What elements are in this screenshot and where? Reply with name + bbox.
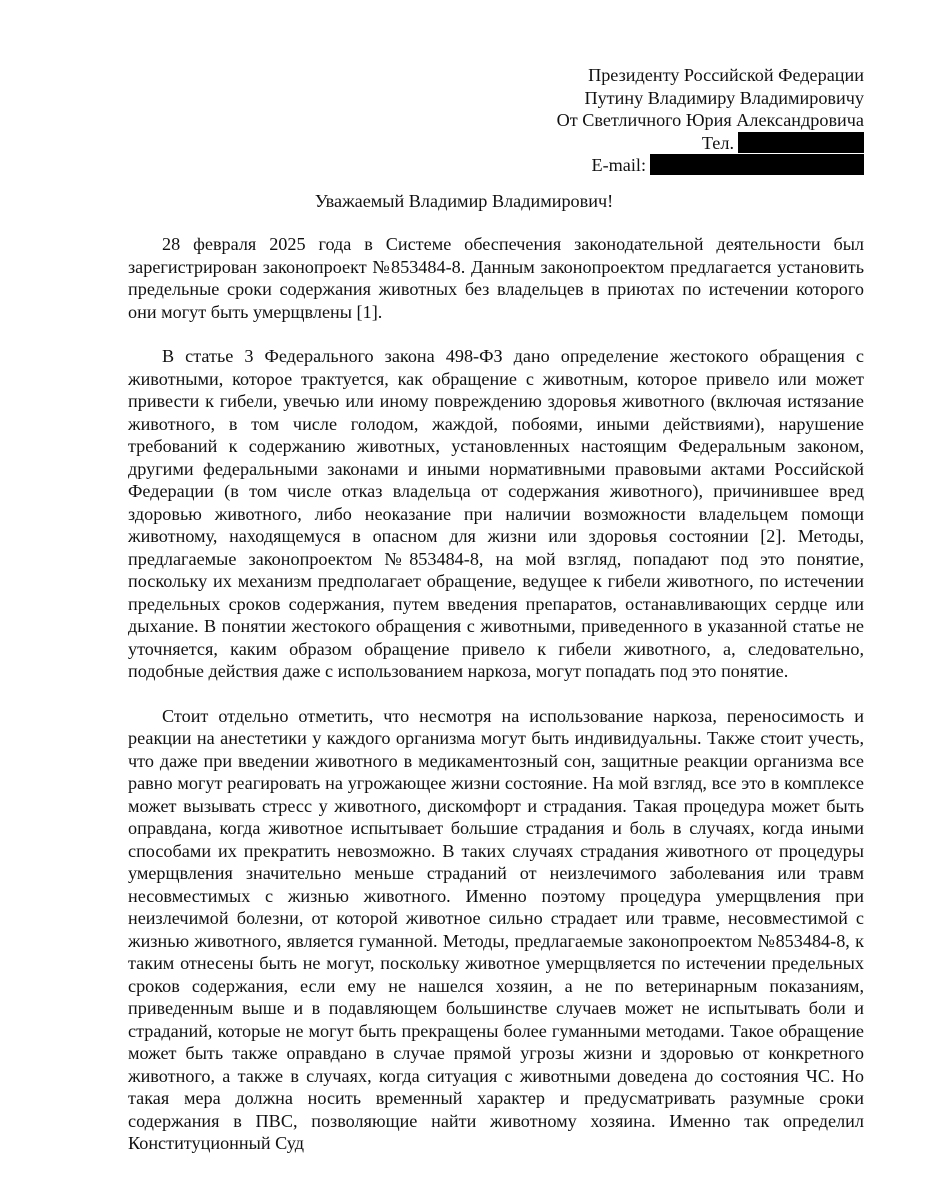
email-redaction <box>650 154 864 175</box>
addressee-line-name: Путину Владимиру Владимировичу <box>584 87 864 108</box>
email-label: E-mail: <box>591 155 646 175</box>
paragraph-2: В статье 3 Федерального закона 498-ФЗ дано определение жестокого обращения с животными, которое трактуется, как обращение с животным, которое привело или может привести к гибели, увечью или иному повреждению здоровья животного (включая истязание животного, в том числе голодом, жаждой, побоями, иными действиями), нарушение требований к содержанию животных, установленных настоящим Федеральным законом, другими федеральными законами и иными нормативными правовыми актами Российской Федерации (в том числе отказ владельца от содержания животного), причинившее вред здоровью животного, либо неоказание при наличии возможности владельцем помощи животному, находящемуся в опасном для жизни или здоровья состоянии [2]. Методы, предлагаемые законопроектом №853484-8, на мой взгляд, попадают под это понятие, поскольку их механизм предполагает обращение, ведущее к гибели животного, по истечении предельных сроков содержания, путем введения препаратов, останавливающих сердце или дыхание. В понятии жестокого обращения с животными, приведенного в указанной статье не уточняется, каким образом обращение привело к гибели животного, а, следовательно, подобные действия даже с использованием наркоза, могут попадать под это понятие. <box>128 346 864 681</box>
addressee-line-phone <box>557 132 864 155</box>
greeting: Уважаемый Владимир Владимирович! <box>314 191 614 211</box>
addressee-line-email <box>557 154 864 177</box>
phone-label: Тел. <box>701 132 734 153</box>
letter-body <box>128 233 864 1177</box>
addressee-line-president: Президенту Российской Федерации <box>588 65 864 85</box>
phone-redaction <box>738 132 864 153</box>
paragraph-3: Стоит отдельно отметить, что несмотря на использование наркоза, переносимость и реакции на анестетики у каждого организма могут быть индивидуальны. Также стоит учесть, что даже при введении животного в медикаментозный сон, защитные реакции организма все равно могут реагировать на угрожающее жизни состояние. На мой взгляд, все это в комплексе может вызывать стресс у животного, дискомфорт и страдания. Такая процедура может быть оправдана, когда животное испытывает большие страдания и боль в случаях, когда иными способами их прекратить невозможно. В таких случаях страдания животного от процедуры умерщвления значительно меньше страданий от неизлечимого заболевания или травм несовместимых с жизнью животного. Именно поэтому процедура умерщвления при неизлечимой болезни, от которой животное сильно страдает или травме, несовместимой с жизнью животного, является гуманной. Методы, предлагаемые законопроектом №853484-8, к таким отнесены быть не могут, поскольку животное умерщвляется по истечении предельных сроков содержания, если ему не нашелся хозяин, а не по ветеринарным показаниям, приведенным выше и в подавляющем большинстве случаев может не испытывать боли и страданий, которые не могут быть прекращены более гуманными методами. Такое обращение может быть также оправдано в случае прямой угрозы жизни и здоровью от конкретного животного, а также в случаях, когда ситуация с животными доведена до состояния ЧС. Но такая мера должна носить временный характер и предусматривать разумные сроки содержания в ПВС, позволяющие найти животному хозяина. Именно так определил Конституционный Суд <box>128 705 864 1153</box>
addressee-line-sender: От Светличного Юрия Александровича <box>556 110 864 130</box>
paragraph-1: 28 февраля 2025 года в Системе обеспечения законодательной деятельности был зарегистрирован законопроект №853484-8. Данным законопроектом предлагается установить предельные сроки содержания животных без владельцев в приютах по истечении которого они могут быть умерщвлены [1]. <box>128 234 864 322</box>
addressee-block <box>557 64 864 177</box>
